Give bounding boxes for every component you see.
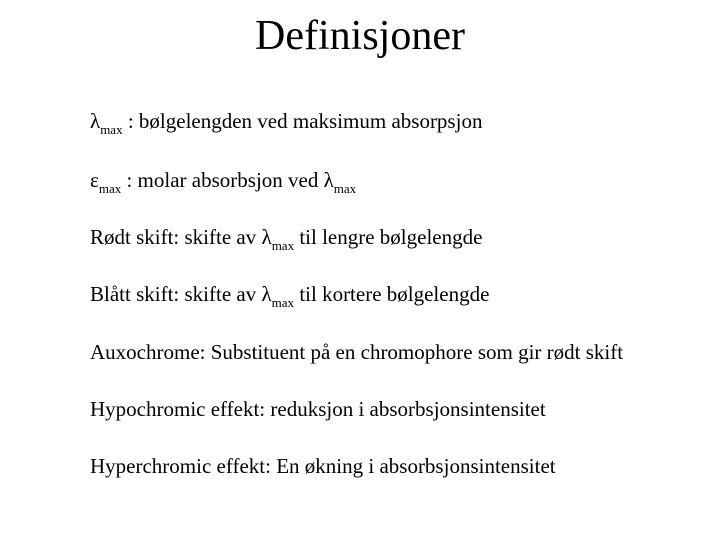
definition-text: til lengre bølgelengde: [294, 225, 483, 249]
epsilon-symbol: ε: [90, 168, 99, 192]
slide-title: Definisjoner: [255, 13, 465, 59]
definition-hyperchromic: Hyperchromic effekt: En økning i absorbsjonsintensitet: [90, 454, 556, 478]
definition-prefix: Rødt skift: skifte av: [90, 225, 262, 249]
definition-epsilon-max: [90, 165, 356, 204]
max-subscript: max: [100, 122, 123, 137]
lambda-symbol: λ: [261, 225, 272, 249]
definition-hypochromic: Hypochromic effekt: reduksjon i absorbsjonsintensitet: [90, 397, 546, 421]
max-subscript: max: [271, 295, 295, 310]
definition-prefix: Blått skift: skifte av: [90, 282, 262, 306]
max-subscript: max: [333, 181, 357, 196]
definition-lambda-max: [90, 106, 482, 145]
definition-text: : molar absorbsjon ved: [121, 168, 324, 192]
definition-blue-shift: [90, 279, 489, 318]
max-subscript: max: [98, 181, 122, 196]
lambda-symbol: λ: [261, 282, 272, 306]
lambda-symbol: λ: [323, 168, 334, 192]
lambda-symbol: λ: [90, 109, 101, 133]
max-subscript: max: [271, 238, 295, 253]
definition-text: : bølgelengden ved maksimum absorpsjon: [122, 109, 483, 133]
definition-text: til kortere bølgelengde: [294, 282, 490, 306]
definition-red-shift: [90, 222, 482, 261]
definition-auxochrome: Auxochrome: Substituent på en chromophore som gir rødt skift: [90, 340, 624, 364]
